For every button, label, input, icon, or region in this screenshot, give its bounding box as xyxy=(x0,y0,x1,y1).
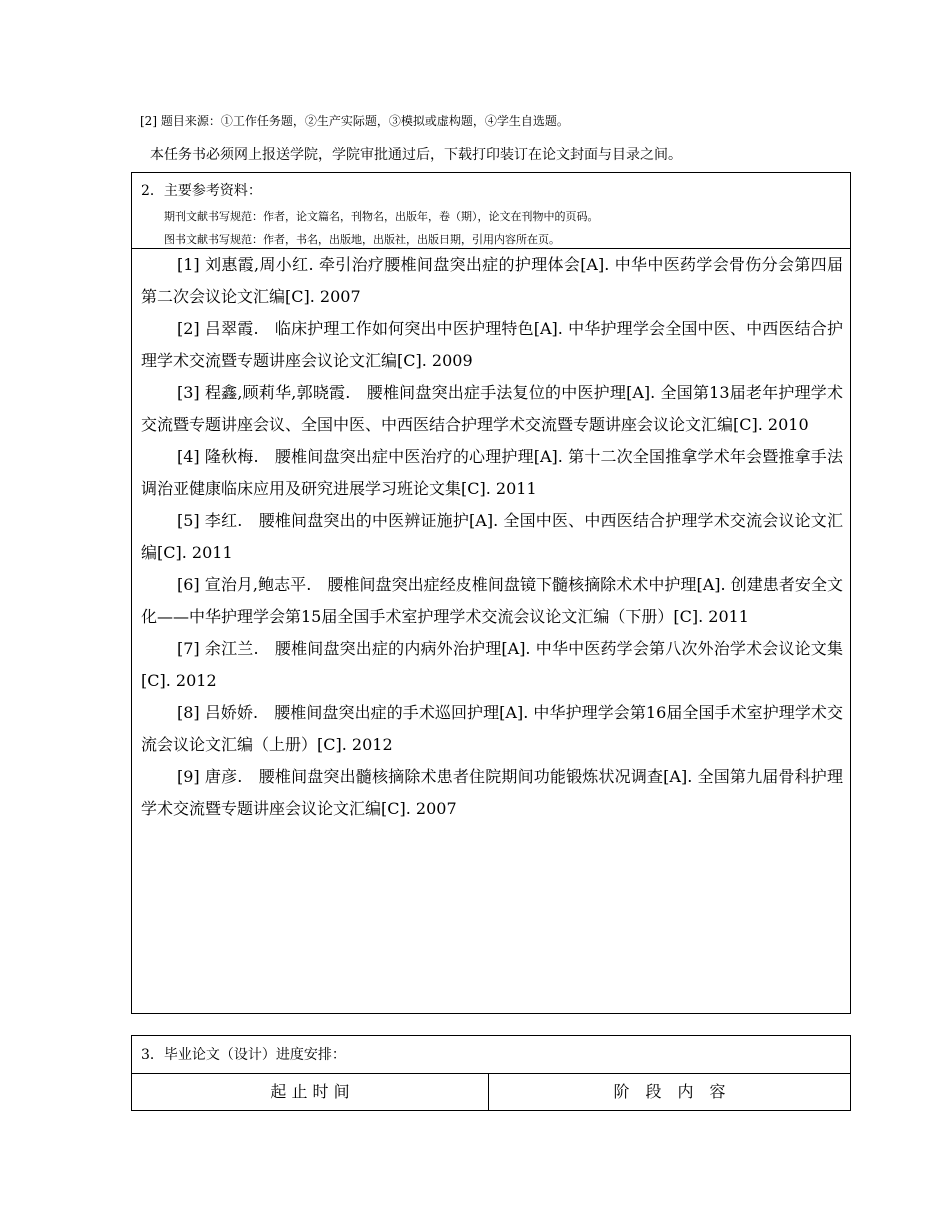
column-header-content: 阶 段 内 容 xyxy=(613,1082,726,1101)
submission-instruction: 本任务书必须网上报送学院，学院审批通过后，下载打印装订在论文封面与目录之间。 xyxy=(150,147,682,163)
reference-item: [6] 宣治月,鲍志平. 腰椎间盘突出症经皮椎间盘镜下髓核摘除术术中护理[A]. 创建患者安全文化——中华护理学会第15届全国手术室护理学术交流会议论文汇编（下册）[C]. 2011 xyxy=(141,575,843,626)
reference-list xyxy=(141,249,843,825)
reference-item: [2] 吕翠霞. 临床护理工作如何突出中医护理特色[A]. 中华护理学会全国中医、中西医结合护理学术交流暨专题讲座会议论文汇编[C]. 2009 xyxy=(141,319,843,370)
reference-item: [1] 刘惠霞,周小红. 牵引治疗腰椎间盘突出症的护理体会[A]. 中华中医药学会骨伤分会第四届第二次会议论文汇编[C]. 2007 xyxy=(141,255,843,306)
schedule-table xyxy=(131,1035,851,1111)
reference-item: [9] 唐彦. 腰椎间盘突出髓核摘除术患者住院期间功能锻炼状况调查[A]. 全国第九届骨科护理学术交流暨专题讲座会议论文汇编[C]. 2007 xyxy=(141,767,843,818)
reference-item: [8] 吕娇娇. 腰椎间盘突出症的手术巡回护理[A]. 中华护理学会第16届全国手术室护理学术交流会议论文汇编（上册）[C]. 2012 xyxy=(141,703,843,754)
reference-item: [4] 隆秋梅. 腰椎间盘突出症中医治疗的心理护理[A]. 第十二次全国推拿学术年会暨推拿手法调治亚健康临床应用及研究进展学习班论文集[C]. 2011 xyxy=(141,447,843,498)
journal-format-spec: 期刊文献书写规范：作者，论文篇名，刊物名，出版年，卷（期），论文在刊物中的页码。 xyxy=(164,210,599,223)
column-header-time: 起 止 时 间 xyxy=(132,1074,489,1111)
reference-item: [7] 余江兰. 腰椎间盘突出症的内病外治护理[A]. 中华中医药学会第八次外治学术会议论文集[C]. 2012 xyxy=(141,639,843,690)
topic-source-note: [2] 题目来源：①工作任务题，②生产实际题，③模拟或虚构题，④学生自选题。 xyxy=(140,114,569,128)
book-format-spec: 图书文献书写规范：作者，书名，出版地，出版社，出版日期，引用内容所在页。 xyxy=(164,233,560,246)
references-title: 2．主要参考资料： xyxy=(141,183,262,199)
references-box xyxy=(131,172,851,1014)
references-header xyxy=(132,173,850,249)
schedule-title: 3．毕业论文（设计）进度安排： xyxy=(132,1036,850,1074)
reference-item: [3] 程鑫,顾莉华,郭晓霞. 腰椎间盘突出症手法复位的中医护理[A]. 全国第13届老年护理学术交流暨专题讲座会议、全国中医、中西医结合护理学术交流暨专题讲座会议论文汇编[C]. 2010 xyxy=(141,383,843,434)
reference-item: [5] 李红. 腰椎间盘突出的中医辨证施护[A]. 全国中医、中西医结合护理学术交流会议论文汇编[C]. 2011 xyxy=(141,511,843,562)
